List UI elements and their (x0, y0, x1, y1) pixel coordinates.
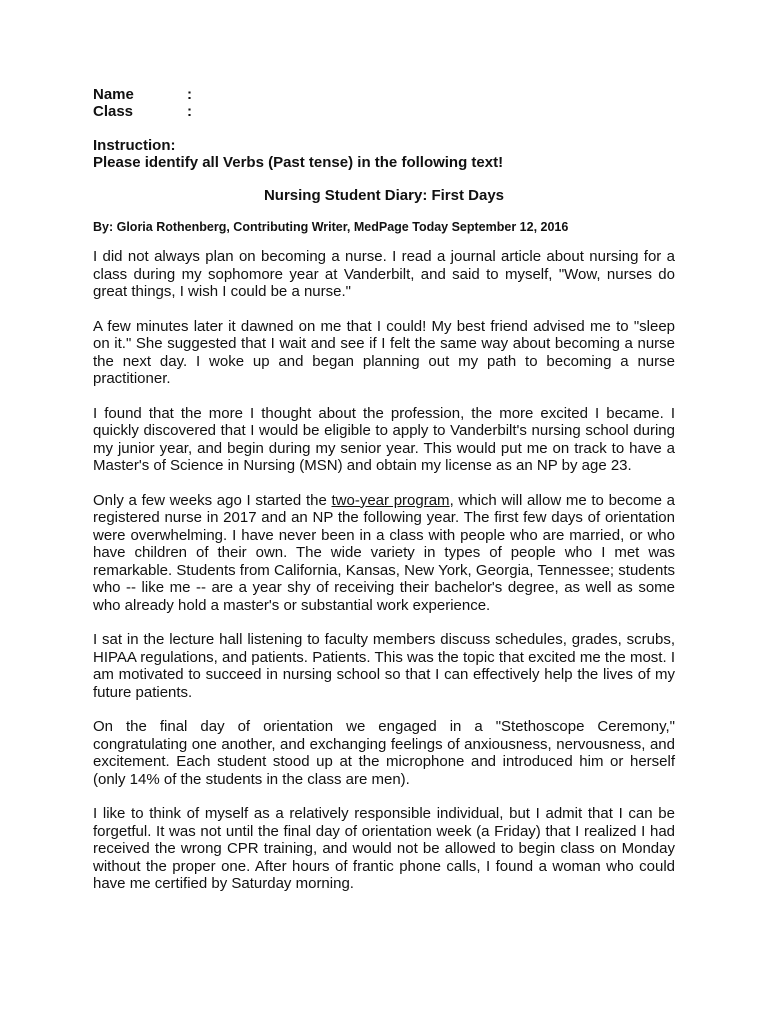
two-year-program-link[interactable]: two-year program (331, 491, 450, 509)
class-label: Class (93, 103, 134, 120)
paragraph-2: A few minutes later it dawned on me that I could! My best friend advised me to "sleep on it." She suggested that I wait and see if I felt the same way about becoming a nurse the next day. I woke up and began planning out my path to becoming a nurse practitioner. (93, 317, 675, 387)
name-field (93, 86, 675, 103)
instruction-block (93, 137, 675, 171)
class-field (93, 103, 675, 120)
article-title: Nursing Student Diary: First Days (263, 187, 505, 204)
name-colon: : (187, 86, 192, 103)
paragraph-4 (93, 492, 675, 615)
paragraph-5: I sat in the lecture hall listening to faculty members discuss schedules, grades, scrubs, HIPAA regulations, and patients. Patients. This was the topic that excited me the most. I am motivated to succeed in nursing school so that I can effectively help the lives of my future patients. (93, 631, 675, 701)
name-label: Name (93, 86, 134, 103)
paragraph-6: On the final day of orientation we engaged in a "Stethoscope Ceremony," congratulating one another, and exchanging feelings of anxiousness, nervousness, and excitement. Each student stood up at the microphone and introduced him or herself (only 14% of the students in the class are men). (93, 718, 675, 788)
class-colon: : (187, 103, 192, 120)
document-page (93, 86, 675, 893)
instruction-label: Instruction: (93, 137, 176, 154)
paragraph-4-start: Only a few weeks ago I started the (93, 491, 332, 509)
paragraph-3: I found that the more I thought about the profession, the more excited I became. I quickly discovered that I would be eligible to apply to Vanderbilt's nursing school during my junior year, and begin during my senior year. This would put me on track to have a Master's of Science in Nursing (MSN) and obtain my license as an NP by age 23. (93, 404, 675, 474)
paragraph-4-rest: , which will allow me to become a registered nurse in 2017 and an NP the following year. The first few days of orientation were overwhelming. I have never been in a class with people who are married, or who have children of their own. The wide variety in types of people who I met was remarkable. Students from California, Kansas, New York, Georgia, Tennessee; students who -- like me -- are a year shy of receiving their bachelor's degree, as well as some who already hold a master's or substantial work experience. (93, 491, 675, 614)
paragraph-7: I like to think of myself as a relatively responsible individual, but I admit that I can be forgetful. It was not until the final day of orientation week (a Friday) that I realized I had received the wrong CPR training, and would not be allowed to begin class on Monday without the proper one. After hours of frantic phone calls, I found a woman who could have me certified by Saturday morning. (93, 805, 675, 892)
article-byline: By: Gloria Rothenberg, Contributing Writer, MedPage Today September 12, 2016 (93, 220, 569, 234)
paragraph-1: I did not always plan on becoming a nurse. I read a journal article about nursing for a class during my sophomore year at Vanderbilt, and said to myself, "Wow, nurses do great things, I wish I could be a nurse." (93, 248, 675, 300)
instruction-text: Please identify all Verbs (Past tense) in the following text! (93, 154, 504, 171)
